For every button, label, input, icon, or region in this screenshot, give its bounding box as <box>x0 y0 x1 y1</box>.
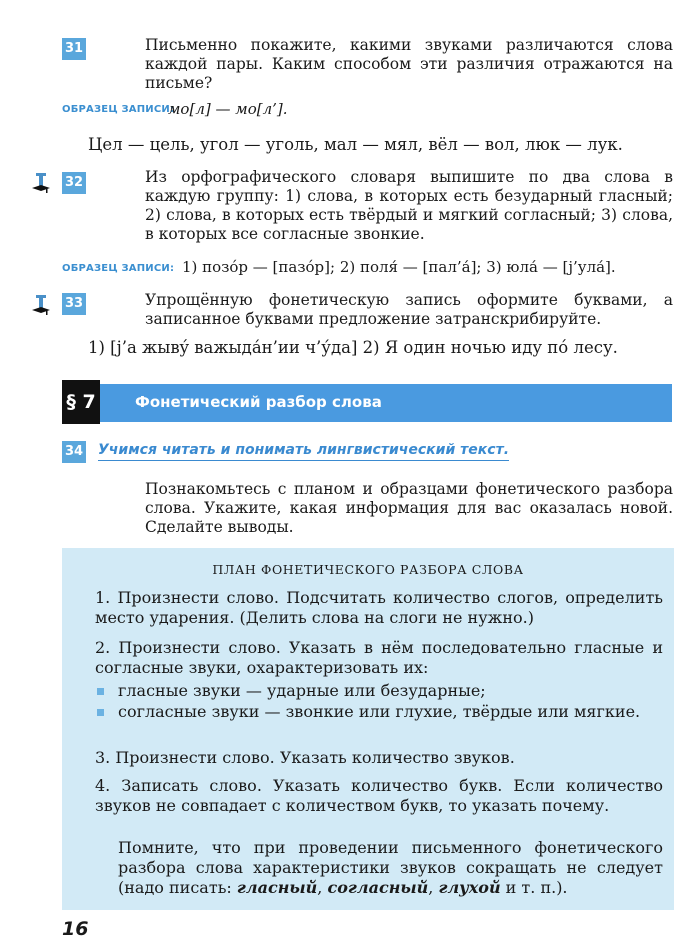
plan-item-3: 3. Произнести слово. Указать количество звуков. <box>95 748 515 767</box>
bullet-marker <box>97 688 104 695</box>
task-number-34: 34 <box>62 441 86 463</box>
page-number: 16 <box>62 918 89 940</box>
task-31-text: Письменно покажите, какими звуками различаются слова каждой пары. Каким способом эти различия отражаются на письме? <box>145 36 673 92</box>
plan-note-end: и т. п.). <box>500 878 568 897</box>
task-32-text: Из орфографического словаря выпишите по два слова в каждую группу: 1) слова, в которых есть безударный гласный; 2) слова, в которых есть твёрдый и мягкий согласный; 3) слова, в которых все согласные звонкие. <box>145 168 673 243</box>
sample-32: 1) позóр — [пазóр]; 2) поля́ — [пал’а́]; 3) юла́ — [j’ула́]. <box>182 258 616 276</box>
task-33-text: Упрощённую фонетическую запись оформите буквами, а записанное буквами предложение затранскрибируйте. <box>145 291 673 328</box>
task-34-text: Познакомьтесь с планом и образцами фонетического разбора слова. Укажите, какая информация для вас оказалась новой. Сделайте выводы. <box>145 480 673 536</box>
plan-note-start: Помните, что при проведении письменного фонетического разбора слова характеристики звуков сокращать не следует (надо писать: <box>118 838 663 897</box>
plan-item-4: 4. Записать слово. Указать количество букв. Если количество звуков не совпадает с количеством букв, то указать почему. <box>95 776 663 815</box>
sample-label-31: ОБРАЗЕЦ ЗАПИСИ: <box>62 104 175 115</box>
plan-item-1: 1. Произнести слово. Подсчитать количество слогов, определить место ударения. (Делить слова на слоги не нужно.) <box>95 588 663 627</box>
task-number-33: 33 <box>62 293 86 315</box>
plan-bullet-1: гласные звуки — ударные или безударные; <box>118 681 486 700</box>
bullet-marker <box>97 709 104 716</box>
paragraph-mark: § 7 <box>62 380 100 424</box>
plan-note <box>118 838 663 898</box>
paragraph-title: Фонетический разбор слова <box>135 393 382 411</box>
plan-note-em-2: согласный <box>327 878 429 897</box>
task-number-32: 32 <box>62 172 86 194</box>
plan-note-sep-2: , <box>428 878 439 897</box>
sample-label-32: ОБРАЗЕЦ ЗАПИСИ: <box>62 263 175 274</box>
plan-bullet-2: согласные звуки — звонкие или глухие, твёрдые или мягкие. <box>118 702 641 721</box>
task-number-31: 31 <box>62 38 86 60</box>
task-34-title: Учимся читать и понимать лингвистический текст. <box>98 442 509 461</box>
task-31-words: Цел — цель, угол — уголь, мал — мял, вёл — вол, люк — лук. <box>88 135 623 154</box>
task-33-line: 1) [j’а жывý важыда́н’ии ч’у́да] 2) Я один ночью иду пó лесу. <box>88 338 618 357</box>
plan-note-em-1: гласный <box>236 878 318 897</box>
sample-31: мо[л] — мо[л’]. <box>168 100 288 118</box>
plan-note-sep-1: , <box>317 878 328 897</box>
plan-title: ПЛАН ФОНЕТИЧЕСКОГО РАЗБОРА СЛОВА <box>212 562 524 577</box>
teacher-icon <box>30 294 52 316</box>
plan-note-em-3: глухой <box>438 878 501 897</box>
teacher-icon <box>30 172 52 194</box>
plan-item-2: 2. Произнести слово. Указать в нём последовательно гласные и согласные звуки, охарактеризовать их: <box>95 638 663 677</box>
